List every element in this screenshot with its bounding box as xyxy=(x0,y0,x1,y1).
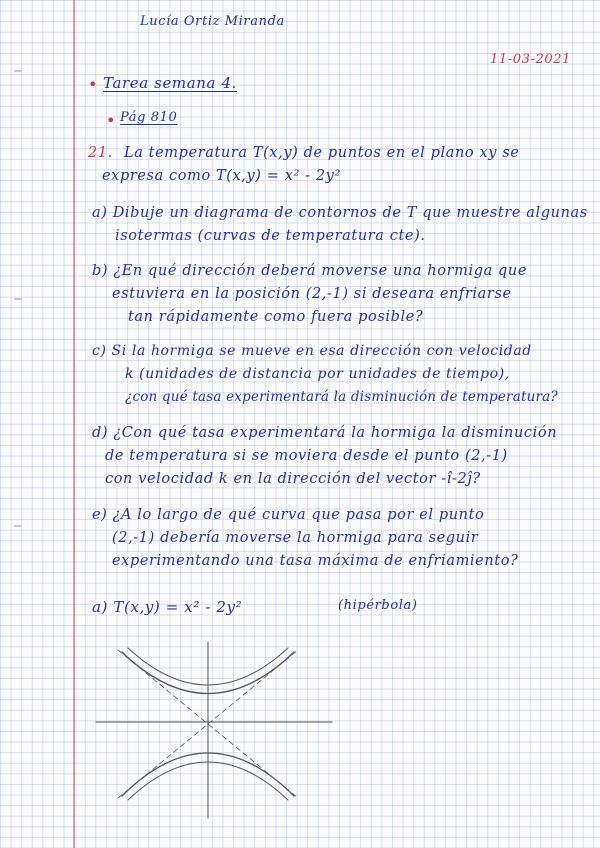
part-c-line: c) Si la hormiga se mueve en esa dirección con velocidad xyxy=(92,343,532,359)
part-c-line: k (unidades de distancia por unidades de tiempo), xyxy=(125,366,510,382)
answer-a-label: a) T(x,y) = x² - 2y² xyxy=(92,598,243,616)
problem-statement-line: La temperatura T(x,y) de puntos en el plano xy se xyxy=(124,145,520,161)
assignment-title: Tarea semana 4. xyxy=(103,74,237,92)
author-name: Lucía Ortiz Miranda xyxy=(140,14,285,29)
problem-number: 21. xyxy=(88,145,113,161)
part-d-line: d) ¿Con qué tasa experimentará la hormiga la disminución xyxy=(92,425,558,441)
part-d-line: con velocidad k en la dirección del vector -î-2ĵ? xyxy=(105,471,481,487)
answer-a-note: (hipérbola) xyxy=(338,598,418,613)
date: 11-03-2021 xyxy=(490,52,571,67)
part-e-line: e) ¿A lo largo de qué curva que pasa por el punto xyxy=(92,507,485,523)
part-d-line: de temperatura si se moviera desde el punto (2,-1) xyxy=(105,448,508,464)
part-a-line: isotermas (curvas de temperatura cte). xyxy=(115,228,426,244)
part-b-line: estuviera en la posición (2,-1) si deseara enfriarse xyxy=(112,286,512,302)
part-e-line: experimentando una tasa máxima de enfriamiento? xyxy=(112,553,519,569)
part-b-line: b) ¿En qué dirección deberá moverse una hormiga que xyxy=(92,263,528,279)
page-reference: Pág 810 xyxy=(120,110,178,125)
part-b-line: tan rápidamente como fuera posible? xyxy=(128,309,424,325)
part-a-line: a) Dibuje un diagrama de contornos de T que muestre algunas xyxy=(92,205,588,221)
part-c-line: ¿con qué tasa experimentará la disminución de temperatura? xyxy=(125,389,558,405)
problem-statement-line: expresa como T(x,y) = x² - 2y² xyxy=(102,168,341,184)
bullet: • xyxy=(88,75,99,94)
bullet: • xyxy=(106,111,117,130)
part-e-line: (2,-1) debería moverse la hormiga para seguir xyxy=(112,530,479,546)
